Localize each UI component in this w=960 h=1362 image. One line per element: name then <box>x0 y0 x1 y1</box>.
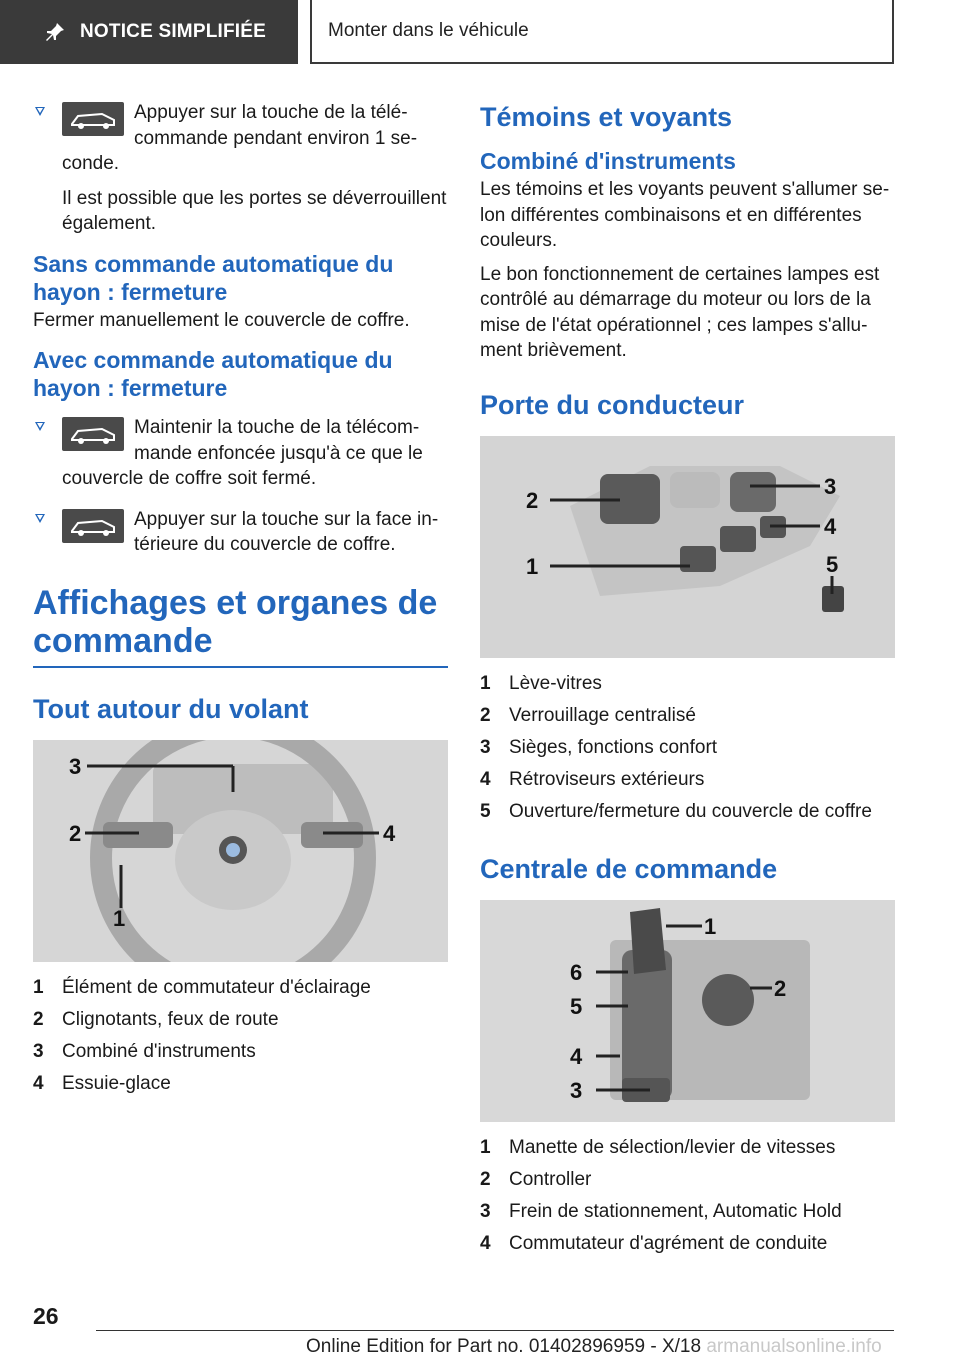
callout-label: 2 <box>526 487 539 513</box>
paragraph-temoins-2: Le bon fonctionnement de certaines lampes est contrôlé au démarrage du moteur ou lors de la mise de l'état opérationnel ; ces lampes s'allument brièvement. <box>480 263 880 361</box>
centrale-legend <box>480 1132 895 1260</box>
bullet-text: Appuyer sur la touche sur la face intérieure du couvercle de coffre. <box>134 508 439 555</box>
page-number: 26 <box>33 1303 59 1329</box>
callout-label: 1 <box>704 913 717 939</box>
callout-label: 4 <box>824 513 837 539</box>
paragraph-sans: Fermer manuellement le couvercle de coffre. <box>33 309 410 331</box>
callout-label: 2 <box>774 975 787 1001</box>
footer-rule <box>96 1330 894 1331</box>
list-item: 4 Rétroviseurs extérieurs <box>480 768 705 790</box>
callout-label: 5 <box>826 551 839 577</box>
list-item: 1 Manette de sélection/levier de vitesses <box>480 1136 836 1158</box>
bullet-remote-open <box>33 100 448 177</box>
bullet-text: Maintenir la touche de la télécommande enfoncée jusqu'à ce que le couvercle de coffre soit fermé. <box>62 417 423 489</box>
heading-centrale: Centrale de commande <box>480 853 778 884</box>
center-console-figure <box>480 900 895 1122</box>
section-tab <box>0 0 298 64</box>
heading-sans-commande: Sans commande automatique du hayon : fermeture <box>33 250 394 305</box>
list-item: 2 Clignotants, feux de route <box>33 1008 279 1030</box>
paragraph-note: Il est possible que les portes se déverrouillent également. <box>62 187 447 234</box>
car-trunk-icon <box>62 102 124 136</box>
callout-label: 3 <box>69 753 82 779</box>
steering-wheel-figure <box>33 740 448 962</box>
list-item: 3 Combiné d'instruments <box>33 1040 256 1062</box>
callout-label: 1 <box>113 905 126 931</box>
list-item: 4 Essuie-glace <box>33 1072 171 1094</box>
list-item: 2 Controller <box>480 1168 592 1190</box>
bullet-triangle-icon <box>35 422 45 431</box>
bullet-remote-close <box>33 415 448 492</box>
section-title: NOTICE SIMPLIFIÉE <box>80 21 267 42</box>
watermark-text: armanualsonline.info <box>706 1336 882 1357</box>
footer-edition <box>306 1336 882 1358</box>
list-item: 5 Ouverture/fermeture du couvercle de coffre <box>480 800 872 822</box>
car-trunk-icon <box>62 509 124 543</box>
bullet-text: Appuyer sur la touche de la télécommande pendant environ 1 seconde. <box>62 102 418 174</box>
callout-label: 4 <box>570 1043 583 1069</box>
heading-porte: Porte du conducteur <box>480 389 745 420</box>
chapter-tab <box>310 0 894 64</box>
volant-legend <box>33 972 448 1100</box>
list-item: 3 Frein de stationnement, Automatic Hold <box>480 1200 842 1222</box>
callout-label: 1 <box>526 553 539 579</box>
driver-door-figure <box>480 436 895 658</box>
bullet-inside-close <box>33 507 448 558</box>
heading-rule <box>33 666 448 668</box>
car-trunk-icon <box>62 417 124 451</box>
right-column <box>480 100 895 1260</box>
porte-legend <box>480 668 895 828</box>
bullet-triangle-icon <box>35 107 45 116</box>
list-item: 1 Lève-vitres <box>480 672 602 694</box>
callout-label: 5 <box>570 993 583 1019</box>
paragraph-temoins-1: Les témoins et les voyants peuvent s'allumer selon différentes combinaisons et en différentes couleurs. <box>480 179 890 251</box>
list-item: 1 Élément de commutateur d'éclairage <box>33 976 371 998</box>
left-column <box>33 100 448 1100</box>
callout-label: 3 <box>570 1077 583 1103</box>
bullet-triangle-icon <box>35 514 45 523</box>
heading-temoins: Témoins et voyants <box>480 102 733 132</box>
list-item: 4 Commutateur d'agrément de conduite <box>480 1232 828 1254</box>
chapter-title: Monter dans le véhicule <box>328 20 529 41</box>
heading-combine: Combiné d'instruments <box>480 148 736 174</box>
callout-label: 6 <box>570 959 583 985</box>
callout-label: 3 <box>824 473 837 499</box>
heading-avec-commande: Avec commande automatique du hayon : fermeture <box>33 347 393 401</box>
callout-label: 2 <box>69 820 82 846</box>
callout-label: 4 <box>383 820 396 846</box>
heading-volant: Tout autour du volant <box>33 693 309 724</box>
list-item: 3 Sièges, fonctions confort <box>480 736 718 758</box>
pushpin-icon <box>44 21 66 43</box>
list-item: 2 Verrouillage centralisé <box>480 704 696 726</box>
heading-affichages: Affichages et organes de commande <box>33 583 438 660</box>
edition-text: Online Edition for Part no. 01402896959 - X/18 <box>306 1336 702 1357</box>
